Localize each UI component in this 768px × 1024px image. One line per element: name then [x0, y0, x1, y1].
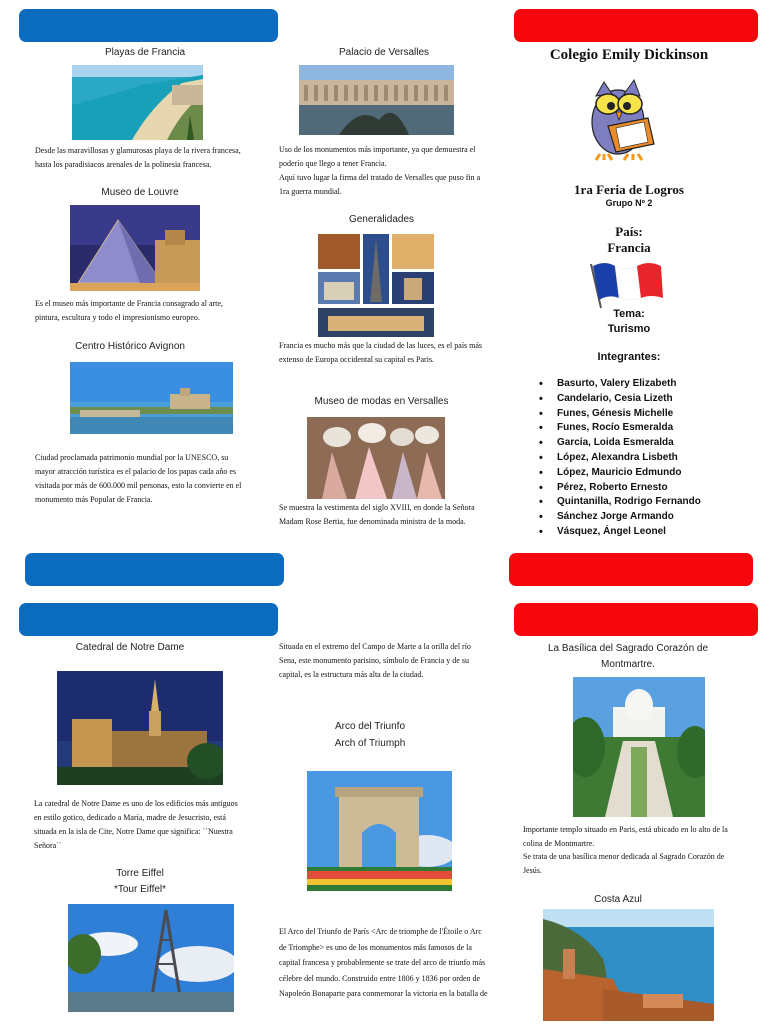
generalidades-text: Francia es mucho más que la ciudad de las luces, es el país más extenso de Europa occidental su capital es Paris. [279, 341, 483, 364]
header-bar-blue-bottom-panel [19, 603, 278, 636]
section-title-versalles: Palacio de Versalles [338, 47, 430, 58]
notre-dame-text: La catedral de Notre Dame es uno de los edificios más antiguos en estilo gotico, dedicado a María, madre de Jesucristo, está situada en la isla de Cite, Notre Dame que significa: ``Nuestra Señora`` [34, 799, 238, 850]
member-item: • López, Mauricio Edmundo [537, 466, 747, 481]
members-label: Integrantes: [597, 351, 661, 363]
members-list [537, 377, 747, 540]
generalidades-collage [318, 234, 434, 337]
fair-title: 1ra Feria de Logros [574, 182, 684, 197]
eiffel-text: Situada en el extremo del Campo de Marte a la orilla del río Sena, este monumento parisino, símbolo de Francia y de su capital, es la estructura más alta de la ciudad. [279, 642, 471, 679]
section-subtitle-eiffel: *Tour Eiffel* [113, 884, 167, 895]
member-item: • Pérez, Roberto Ernesto [537, 481, 747, 496]
costa-azul-photo [543, 909, 714, 1021]
section-title-modas: Museo de modas en Versalles [314, 396, 449, 407]
section-title-arco: Arco del Triunfo [334, 721, 406, 732]
country-name: Francia [607, 240, 651, 255]
topic-name: Turismo [607, 323, 651, 335]
section-title-notre-dame: Catedral de Notre Dame [75, 642, 185, 653]
member-item: • Basurto, Valery Elizabeth [537, 377, 747, 392]
section-title-generalidades: Generalidades [348, 214, 415, 225]
louvre-text: Es el museo más importante de Francia consagrado al arte, pintura, escultura y todo el impresionismo europeo. [35, 299, 223, 322]
section-title-louvre: Museo de Louvre [101, 187, 179, 198]
owl-reading-logo [578, 74, 670, 162]
country-label: País: [615, 224, 643, 239]
header-bar-red-bottom-panel [514, 603, 758, 636]
basilica-text-1: Importante templo situado en Paris, está ubicado en lo alto de la colina de Montmartre. [523, 825, 728, 848]
louvre-photo [70, 205, 200, 291]
avignon-text: Ciudad proclamada patrimonio mundial por la UNESCO, su mayor atracción turística es el palacio de los papas cada año es visitada por más de 600.000 mil personas, esto la convierte en el monumento más Popular de Francia. [35, 453, 242, 504]
header-bar-red-top-right [514, 9, 758, 42]
school-name: Colegio Emily Dickinson [549, 47, 709, 63]
footer-bar-red-top-panel [509, 553, 753, 586]
member-item: • Funes, Génesis Michelle [537, 407, 747, 422]
section-title-avignon: Centro Histórico Avignon [75, 341, 185, 352]
arco-photo [307, 771, 452, 891]
modas-photo [307, 417, 445, 499]
member-item: • Funes, Rocío Esmeralda [537, 421, 747, 436]
avignon-photo [70, 362, 233, 434]
member-item: • Vásquez, Ángel Leonel [537, 525, 747, 540]
eiffel-photo [68, 904, 234, 1012]
basilica-photo [573, 677, 705, 817]
topic-label: Tema: [613, 308, 645, 320]
member-item: • López, Alexandra Lisbeth [537, 451, 747, 466]
arco-text: El Arco del Triunfo de París <Arc de triomphe de l'Étoile o Arc de Triomphe> es uno de los monumentos más famosos de la capital francesa y probablemente se trate del arco de triunfo más célebre del mundo. Construido entre 1806 y 1836 por orden de Napoleón Bonaparte para conmemorar la victoria en la batalla de [279, 927, 488, 998]
versalles-text-1: Uso de los monumentos más importante, ya que demuestra el poderío que llego a tener Francia. [279, 145, 476, 168]
member-item: • Candelario, Cesia Lizeth [537, 392, 747, 407]
french-flag-icon [585, 258, 665, 310]
group-number: Grupo Nº 2 [605, 198, 653, 208]
section-title-eiffel: Torre Eiffel [116, 868, 164, 879]
member-item: • Sánchez Jorge Armando [537, 510, 747, 525]
section-title-costa-azul: Costa Azul [594, 894, 642, 905]
section-subtitle-arco: Arch of Triumph [334, 738, 406, 749]
basilica-text-2: Se trata de una basílica menor dedicada al Sagrado Corazón de Jesús. [523, 852, 725, 875]
versalles-text-2: Aquí tuvo lugar la firma del tratado de Versalles que puso fin a 1ra guerra mundial. [279, 173, 481, 196]
section-title-playas: Playas de Francia [104, 47, 186, 58]
footer-bar-blue-top-panel [25, 553, 284, 586]
modas-text: Se muestra la vestimenta del siglo XVIII, en donde la Señora Madam Rose Bertia, fue denominada ministra de la moda. [279, 503, 475, 526]
section-title-basilica: La Basílica del Sagrado Corazón de Montmartre. [547, 643, 709, 670]
notre-dame-photo [57, 671, 223, 785]
beach-photo [72, 65, 203, 140]
versalles-photo [299, 65, 454, 135]
playas-text: Desde las maravillosas y glamurosas playa de la rivera francesa, hasta los paradisiacos arenales de la polinesia francesa. [35, 146, 241, 169]
member-item: • Quintanilla, Rodrigo Fernando [537, 495, 747, 510]
header-bar-blue-top-left [19, 9, 278, 42]
member-item: • García, Loida Esmeralda [537, 436, 747, 451]
